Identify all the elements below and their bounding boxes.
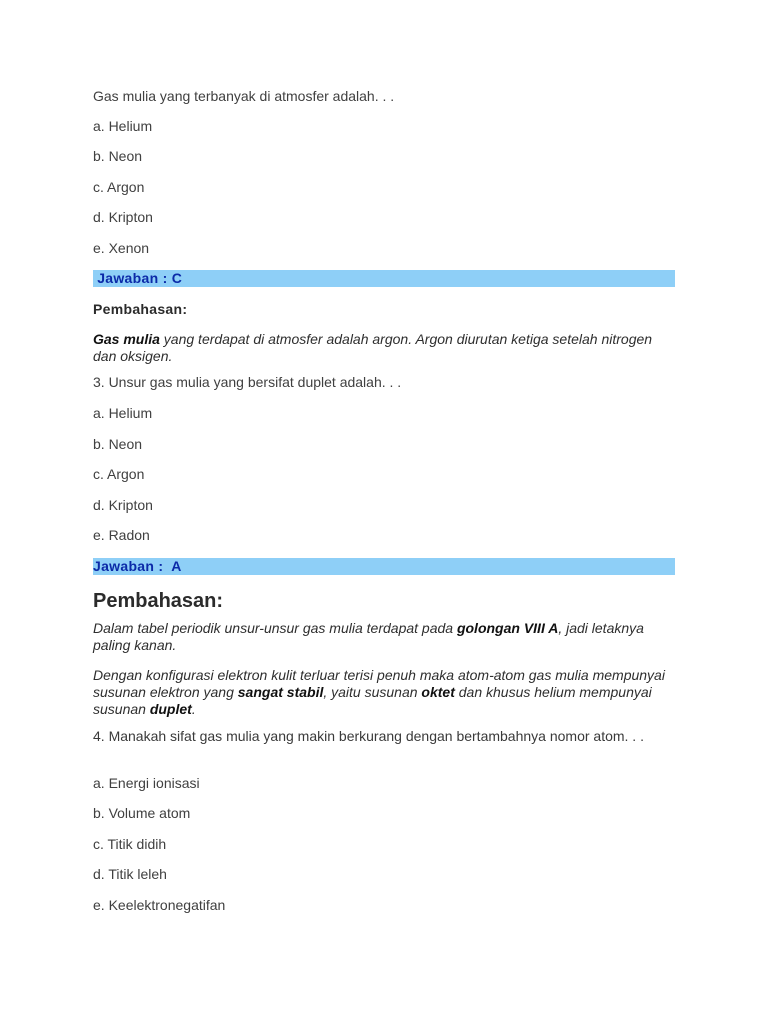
q3-p2-bold-3: duplet xyxy=(149,701,192,717)
q4-option-b: b. Volume atom xyxy=(93,805,191,821)
q3-option-e: e. Radon xyxy=(93,527,150,543)
q3-option-a: a. Helium xyxy=(93,405,153,421)
q3-explanation-paragraph-1 xyxy=(93,620,673,654)
q4-option-d: d. Titik leleh xyxy=(93,866,167,882)
q3-p1-text-2: , jadi letaknya paling kanan. xyxy=(93,620,644,653)
q3-p1-text-1: Dalam tabel periodik unsur-unsur gas mulia terdapat pada xyxy=(93,620,457,636)
q2-option-d: d. Kripton xyxy=(93,209,153,225)
q3-option-c: c. Argon xyxy=(93,466,145,482)
q3-p2-text-1: Dengan konfigurasi elektron kulit terluar terisi penuh maka atom-atom gas mulia mempunyai susunan elektron yang xyxy=(93,667,665,700)
q3-p2-bold-2: oktet xyxy=(421,684,455,700)
question-4-text: 4. Manakah sifat gas mulia yang makin berkurang dengan bertambahnya nomor atom. . . xyxy=(93,728,644,744)
q3-option-d: d. Kripton xyxy=(93,497,153,513)
q2-answer-banner xyxy=(93,270,675,287)
q3-p2-text-4: . xyxy=(191,701,196,717)
q3-explanation-heading: Pembahasan: xyxy=(93,590,224,612)
q2-explanation-bold: Gas mulia xyxy=(93,331,160,347)
q3-p2-text-3: dan khusus helium mempunyai susunan xyxy=(93,684,652,717)
q2-answer-text: Jawaban : C xyxy=(93,270,183,286)
q2-explanation-text: yang terdapat di atmosfer adalah argon. Argon diurutan ketiga setelah nitrogen dan oksigen. xyxy=(93,331,653,364)
q2-option-a: a. Helium xyxy=(93,118,153,134)
question-2-text: Gas mulia yang terbanyak di atmosfer adalah. . . xyxy=(93,88,395,104)
q2-explanation-heading: Pembahasan: xyxy=(93,301,188,317)
question-3-text: 3. Unsur gas mulia yang bersifat duplet adalah. . . xyxy=(93,374,402,390)
q3-answer-banner xyxy=(93,558,675,575)
q3-option-b: b. Neon xyxy=(93,436,143,452)
q3-p1-bold-1: golongan VIII A xyxy=(456,620,559,636)
q2-option-c: c. Argon xyxy=(93,179,145,195)
q4-option-c: c. Titik didih xyxy=(93,836,167,852)
q4-option-a: a. Energi ionisasi xyxy=(93,775,200,791)
q2-option-b: b. Neon xyxy=(93,148,143,164)
q2-explanation-paragraph xyxy=(93,331,673,365)
q3-p2-bold-1: sangat stabil xyxy=(237,684,324,700)
q2-option-e: e. Xenon xyxy=(93,240,150,256)
q3-p2-text-2: , yaitu susunan xyxy=(323,684,422,700)
q4-option-e: e. Keelektronegatifan xyxy=(93,897,226,913)
q3-answer-text: Jawaban : A xyxy=(93,558,182,574)
q3-explanation-paragraph-2 xyxy=(93,667,673,718)
